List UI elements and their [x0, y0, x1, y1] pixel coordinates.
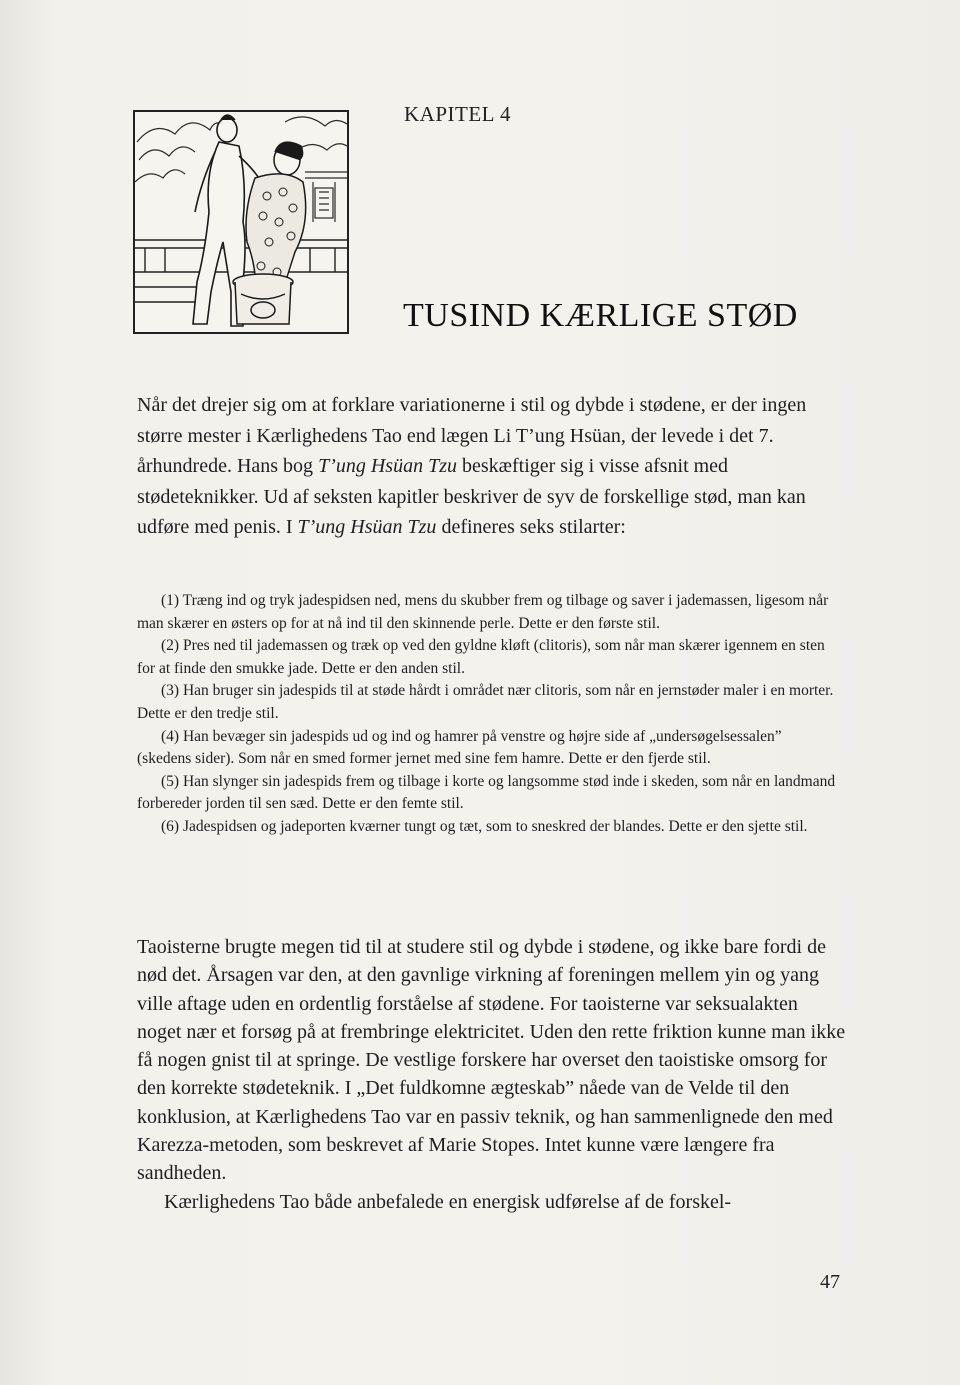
book-title-2: T’ung Hsüan Tzu [297, 516, 437, 538]
body-paragraph-1: Taoisterne brugte megen tid til at studere stil og dybde i stødene, og ikke bare fordi de nød det. Årsagen var den, at den gavnlige virkning af foreningen mellem yin og yang ville aftage uden en ordentlig forståelse af stødene. For taoisterne var seksualakten noget nær et forsøg på at frembringe elektricitet. Uden den rette friktion kunne man ikke få nogen gnist til at springe. De vestlige forskere har overset den taoistiske omsorg for den korrekte stødeteknik. I „Det fuldkomne ægteskab” nåede van de Velde til den konklusion, at Kærlighedens Tao var en passiv teknik, og han sammenlignede den med Karezza-metoden, som beskrevet af Marie Stopes. Intet kunne være længere fra sandheden. [137, 936, 846, 1185]
quote-item-5: (5) Han slynger sin jadespids frem og tilbage i korte og langsomme stød inde i skeden, som når en landmand forbereder jorden til sen sæd. Dette er den femte stil. [137, 772, 836, 813]
intro-paragraph [137, 390, 847, 543]
intro-text-1: Når det drejer sig om at forklare variationerne i stil og dybde i stødene, er der ingen større mester i Kærlighedens Tao end lægen Li T’ung Hsüan, der levede i det 7. århundrede. Hans bog [137, 394, 807, 477]
quote-item-1: (1) Træng ind og tryk jadespidsen ned, mens du skubber frem og tilbage og saver i jademassen, ligesom når man skærer en østers op for at nå ind til den skinnende perle. Dette er den første stil. [137, 592, 829, 632]
intro-text-2: beskæftiger sig i visse afsnit med stødeteknikker. Ud af seksten kapitler beskriver de syv de forskellige stød, man kan udføre med penis. I [137, 455, 806, 538]
block-quote [137, 590, 837, 839]
body-paragraph-2: Kærlighedens Tao både anbefalede en energisk udførelse af de forskel- [164, 1190, 732, 1213]
body-text [137, 933, 847, 1216]
book-title-1: T’ung Hsüan Tzu [318, 455, 457, 477]
woodcut-illustration-icon [133, 110, 349, 334]
chapter-label: KAPITEL 4 [404, 102, 511, 126]
chapter-title: TUSIND KÆRLIGE STØD [403, 297, 798, 334]
page-number: 47 [820, 1271, 840, 1293]
quote-item-6: (6) Jadespidsen og jadeporten kværner tungt og tæt, som to sneskred der blandes. Dette er den sjette stil. [161, 817, 808, 835]
intro-text-3: defineres seks stilarter: [436, 516, 626, 538]
quote-item-4: (4) Han bevæger sin jadespids ud og ind og hamrer på venstre og højre side af „undersøgelsessalen” (skedens sider). Som når en smed former jernet med sine fem hamre. Dette er den fjerde stil. [137, 727, 782, 768]
quote-item-2: (2) Pres ned til jademassen og træk op ved den gyldne kløft (clitoris), som når man skærer igennem en sten for at finde den smukke jade. Dette er den anden stil. [137, 637, 825, 677]
quote-item-3: (3) Han bruger sin jadespids til at støde hårdt i området nær clitoris, som når en jernstøder maler i en morter. Dette er den tredje stil. [137, 682, 834, 722]
